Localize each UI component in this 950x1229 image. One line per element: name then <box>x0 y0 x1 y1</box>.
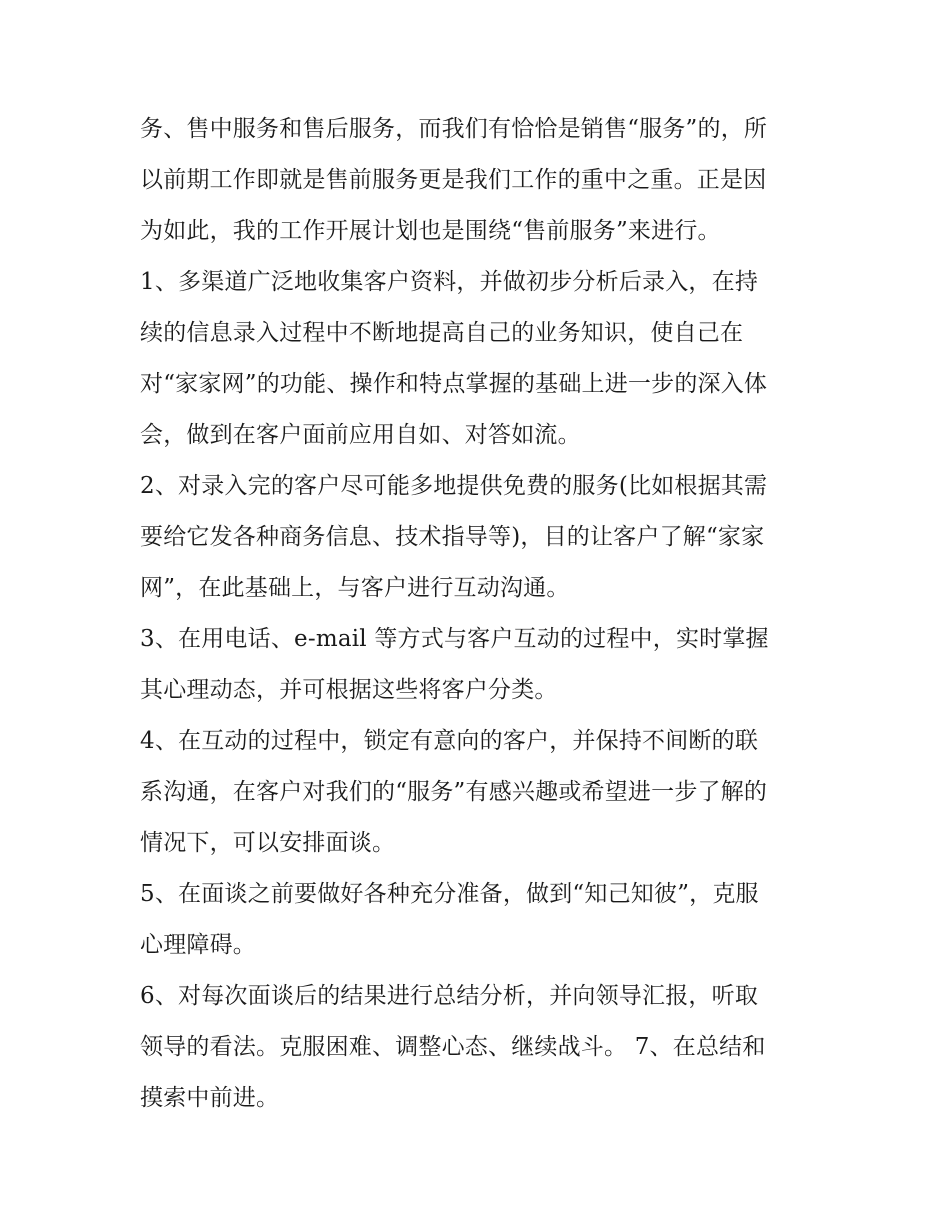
text-line: 情况下，可以安排面谈。 <box>140 830 396 856</box>
text-line: 会，做到在客户面前应用自如、对答如流。 <box>140 422 581 448</box>
text-line: 务、售中服务和售后服务，而我们有恰恰是销售“服务”的，所 <box>140 116 768 142</box>
list-item-5-line: 5、在面谈之前要做好各种充分准备，做到“知己知彼”，克服 <box>140 881 759 907</box>
list-item-6-line: 6、对每次面谈后的结果进行总结分析，并向领导汇报，听取 <box>140 983 759 1009</box>
text-line: 网”，在此基础上，与客户进行互动沟通。 <box>140 575 570 601</box>
text-line: 以前期工作即就是售前服务更是我们工作的重中之重。正是因 <box>140 167 767 193</box>
text-line: 摸索中前进。 <box>140 1085 280 1111</box>
text-line: 其心理动态，并可根据这些将客户分类。 <box>140 677 558 703</box>
text-line: 为如此，我的工作开展计划也是围绕“售前服务”来进行。 <box>140 218 721 244</box>
list-item-3-line: 3、在用电话、e-mail 等方式与客户互动的过程中，实时掌握 <box>140 626 769 652</box>
text-line: 续的信息录入过程中不断地提高自己的业务知识，使自己在 <box>140 320 744 346</box>
text-line: 系沟通，在客户对我们的“服务”有感兴趣或希望进一步了解的 <box>140 779 768 805</box>
document-body <box>140 104 816 1124</box>
text-line: 对“家家网”的功能、操作和特点掌握的基础上进一步的深入体 <box>140 371 768 397</box>
list-item-2-line: 2、对录入完的客户尽可能多地提供免费的服务(比如根据其需 <box>140 473 768 499</box>
text-line: 心理障碍。 <box>140 932 256 958</box>
text-line: 要给它发各种商务信息、技术指导等)，目的让客户了解“家家 <box>140 524 765 550</box>
list-item-4-line: 4、在互动的过程中，锁定有意向的客户，并保持不间断的联 <box>140 728 759 754</box>
text-line: 领导的看法。克服困难、调整心态、继续战斗。 7、在总结和 <box>140 1034 766 1060</box>
list-item-1-line: 1、多渠道广泛地收集客户资料，并做初步分析后录入，在持 <box>140 269 759 295</box>
